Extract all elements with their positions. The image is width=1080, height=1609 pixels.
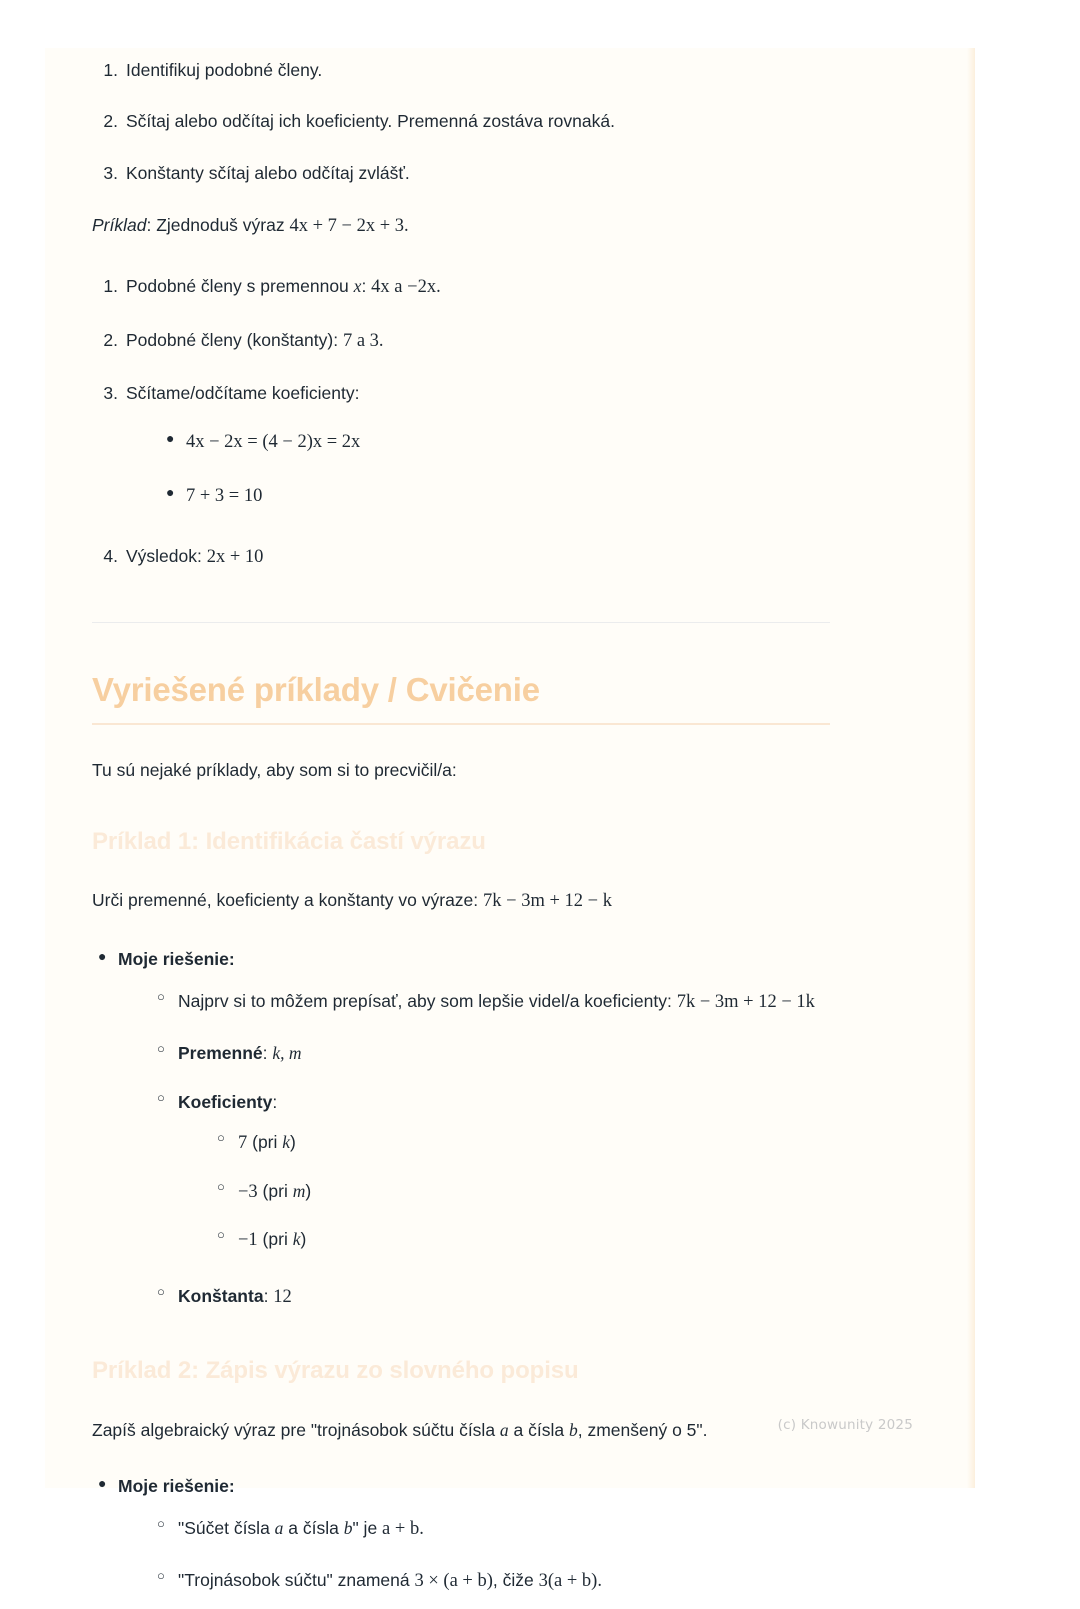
list-marker: 2. — [103, 111, 118, 132]
list-marker: 3. — [103, 162, 118, 183]
list-item — [92, 1472, 830, 1597]
bullet-circle-icon: ○ — [157, 1516, 165, 1532]
example1-heading: Príklad 1: Identifikácia častí výrazu — [92, 827, 486, 855]
list-marker: 4. — [103, 545, 118, 566]
section-heading: Vyriešené príklady / Cvičenie — [92, 671, 830, 725]
list-item — [92, 945, 830, 1313]
bullet-circle-icon: ○ — [217, 1130, 225, 1146]
list-item — [92, 159, 830, 187]
example1-prompt — [92, 886, 830, 917]
coefficient-value: −1 — [238, 1230, 258, 1251]
coefficient-note: (pri — [257, 1180, 293, 1201]
example2-prompt-part2: a čísla — [508, 1419, 569, 1440]
bullet-circle-icon: ○ — [217, 1227, 225, 1243]
list-item — [92, 542, 830, 573]
coefficient-value: −3 — [238, 1181, 258, 1202]
bullet-circle-icon: ○ — [217, 1178, 225, 1194]
list-item — [160, 481, 830, 512]
list-item — [92, 326, 830, 357]
list-item — [212, 1128, 830, 1159]
bullet-disc-icon: ● — [98, 1474, 107, 1491]
example2-prompt-part1: Zapíš algebraický výraz pre "trojnásobok súčtu čísla — [92, 1419, 500, 1440]
example2-bullet2-expression2: 3(a + b). — [538, 1570, 602, 1591]
worked-sub-bullets — [160, 427, 830, 512]
example1-variables-value: k, m — [272, 1042, 302, 1063]
example2-bullet1-part2: a čísla — [283, 1518, 344, 1539]
example1-coefficients-label: Koeficienty — [178, 1091, 273, 1112]
example2-solution-label: Moje riešenie: — [118, 1475, 235, 1496]
example2-bullet1-var2: b — [343, 1518, 353, 1539]
list-item-text: Sčítaj alebo odčítaj ich koeficienty. Premenná zostáva rovnaká. — [126, 111, 615, 132]
coefficient-close: ) — [305, 1180, 312, 1201]
sub-bullet-expression: 4x − 2x = (4 − 2)x = 2x — [186, 431, 361, 452]
example2-bullet2-part1: "Trojnásobok súčtu" znamená — [178, 1569, 415, 1590]
example1-rewrite-expression: 7k − 3m + 12 − 1k — [676, 991, 815, 1012]
bullet-circle-icon: ○ — [157, 1567, 165, 1583]
list-item: ○ Konštanta: 12 — [157, 1284, 292, 1308]
bullet-disc-icon: ● — [166, 429, 175, 446]
bullet-circle-icon: ○ — [157, 1284, 165, 1300]
list-item-text: Sčítame/odčítame koeficienty: — [126, 383, 360, 404]
list-item — [92, 56, 830, 84]
list-item-text-after: : — [361, 276, 372, 296]
list-item — [212, 1225, 830, 1256]
example-intro-label: Príklad — [92, 215, 147, 236]
bullet-circle-icon: ○ — [157, 988, 165, 1004]
example2-bullet1-part3: " je — [352, 1518, 383, 1539]
list-item — [160, 427, 830, 458]
list-marker: 1. — [103, 60, 118, 80]
list-item-expression: 2x + 10 — [206, 546, 264, 567]
worked-steps-list — [92, 272, 830, 572]
list-item: ○ Koeficienty: ○ 7 (pri k) ○ −3 (pri m) ○ −1 (pri k) — [152, 1088, 830, 1256]
example2-bullet2-part2: , čiže — [492, 1569, 539, 1590]
example1-coefficients-list — [212, 1128, 830, 1256]
example1-solution-sublist — [152, 987, 830, 1313]
list-item — [92, 379, 830, 512]
coefficient-value: 7 — [238, 1133, 248, 1154]
section-intro-paragraph: Tu sú nejaké príklady, aby som si to precvičil/a: — [92, 760, 457, 781]
bullet-disc-icon: ● — [166, 484, 175, 501]
list-marker: 1. — [103, 276, 118, 296]
copyright-watermark: (c) Knowunity 2025 — [777, 1417, 913, 1433]
list-item-text: Identifikuj podobné členy. — [126, 60, 323, 80]
steps-list — [92, 56, 830, 187]
coefficient-close: ) — [290, 1132, 296, 1153]
list-item — [92, 272, 830, 303]
list-item-expression: 7 a 3. — [342, 330, 384, 351]
example2-bullet2-expression1: 3 × (a + b) — [414, 1570, 493, 1591]
example2-prompt — [92, 1416, 830, 1444]
list-item-expression: 4x a −2x. — [371, 277, 441, 297]
bullet-circle-icon: ○ — [157, 1040, 165, 1056]
example2-solution-sublist — [152, 1514, 830, 1596]
list-item — [212, 1177, 830, 1208]
bullet-circle-icon: ○ — [157, 1089, 165, 1105]
example1-prompt-text: Urči premenné, koeficienty a konštanty vo výraze: — [92, 889, 484, 910]
coefficient-variable: m — [292, 1180, 306, 1201]
list-item-text: Konštanty sčítaj alebo odčítaj zvlášť. — [126, 162, 410, 183]
example-intro-text: Zjednoduš výraz — [156, 215, 290, 236]
example2-prompt-part3: , zmenšený o 5". — [577, 1419, 708, 1440]
list-item — [92, 107, 830, 135]
example1-rewrite-text: Najprv si to môžem prepísať, aby som lepšie videl/a koeficienty: — [178, 990, 677, 1011]
example1-solution-list — [92, 945, 830, 1313]
example1-solution-label: Moje riešenie: — [118, 948, 235, 969]
coefficient-note: (pri — [247, 1132, 283, 1153]
list-marker: 3. — [103, 383, 118, 404]
example2-solution-list — [92, 1472, 830, 1597]
inline-variable: x — [353, 276, 362, 296]
list-item — [152, 1566, 830, 1597]
coefficient-variable: k — [282, 1132, 291, 1153]
example2-bullet1-var1: a — [274, 1518, 284, 1539]
example-intro-paragraph — [92, 211, 830, 242]
list-item-text: Podobné členy (konštanty): — [126, 329, 343, 350]
example-intro-separator: : — [146, 215, 157, 236]
section-divider — [92, 622, 830, 623]
example1-constant-value: 12 — [273, 1287, 292, 1308]
list-item-text: Výsledok: — [126, 545, 207, 566]
list-item: ○ Premenné: k, m — [157, 1040, 302, 1063]
example2-bullet1-expression: a + b. — [382, 1519, 424, 1540]
example2-heading: Príklad 2: Zápis výrazu zo slovného popisu — [92, 1356, 579, 1384]
coefficient-note: (pri — [257, 1229, 293, 1250]
sub-bullet-expression: 7 + 3 = 10 — [186, 486, 263, 507]
example2-prompt-var1: a — [499, 1419, 509, 1440]
page-card — [45, 48, 975, 1591]
document-content — [92, 48, 830, 1609]
example1-variables-label: Premenné — [178, 1042, 263, 1063]
list-item — [152, 987, 830, 1018]
coefficient-variable: k — [292, 1229, 301, 1250]
coefficient-close: ) — [300, 1229, 307, 1250]
example2-bullet1-part1: "Súčet čísla — [178, 1518, 275, 1539]
example2-prompt-var2: b — [568, 1419, 578, 1440]
example-intro-expression: 4x + 7 − 2x + 3. — [289, 216, 409, 237]
list-item-text: Podobné členy s premennou — [126, 276, 354, 296]
example1-prompt-expression: 7k − 3m + 12 − k — [483, 890, 612, 911]
example1-constant-label: Konštanta — [178, 1286, 264, 1307]
list-item — [152, 1514, 830, 1545]
bullet-disc-icon: ● — [98, 947, 107, 964]
list-marker: 2. — [103, 329, 118, 350]
